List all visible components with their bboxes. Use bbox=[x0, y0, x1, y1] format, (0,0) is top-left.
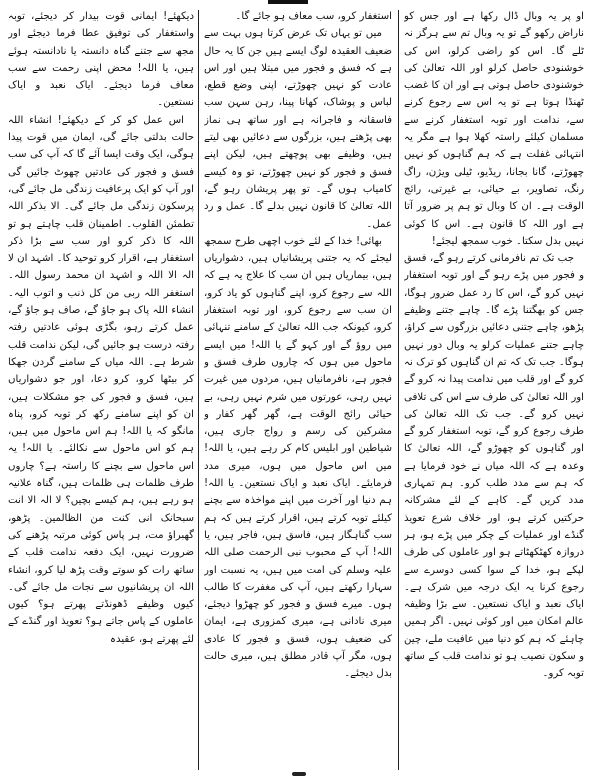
paragraph: او پر یہ وبال ڈال رکھا ہے اور جس کو ناراض رکھو گے تو یہ وبال تم سے ہرگز نہ ٹلے گا۔ اس کو راضی کرلو، اس کی خوشنودی حاصل کرلو اور اللہ تعالیٰ کی خوشنودی حاصل ہوتی ہے اور ان کا غضب ٹھنڈا ہوتا ہے تو یہ اس سے رجوع کرنے سے، ندامت اور توبہ استغفار کرنے سے مسلمان کیلئے راستہ کھلا ہوا ہے مگر یہ انتہائی غفلت ہے کہ ہم گناہوں کو نہیں چھوڑتے، گانا بجانا، ریڈیو، ٹیلی ویژن، راگ رنگ، تصاویر، بے حیائی، بے غیرتی، رائج الوقت ہے۔ ان کا وبال تو ہم پر ضرور آتا ہے اور اللہ کا قانون ہے۔ اس کا کوئی نہیں بدل سکتا۔ خوب سمجھ لیجئے! bbox=[404, 11, 584, 247]
header-rule bbox=[268, 0, 308, 4]
text-column-left bbox=[8, 8, 194, 770]
column-divider bbox=[198, 10, 199, 770]
column-divider bbox=[398, 10, 399, 770]
paragraph: میں تو یہاں تک عرض کرتا ہوں بہت سے ضعیف العقیدہ لوگ ایسے ہیں جن کا یہ حال ہے کہ فسق و فجور میں مبتلا ہیں اور اس عادت کو نہیں چھوڑتے، اپنی وضع قطع، لباس و پوشاک، کھانا پینا، رہن سہن سب فاسقانہ و فاجرانہ ہے اور ساتھ ہی نماز بھی پڑھتے ہیں، بزرگوں سے دعائیں بھی لیتے ہیں، وظیفے بھی پوچھتے ہیں، لیکن اپنے فسق و فجور کو نہیں چھوڑتے، تو وہ کیسے کامیاب ہوں گے۔ تو پھر پریشان رہو گے، اللہ تعالیٰ کا قانون نہیں بدلے گا۔ عمل و رد عمل۔ bbox=[204, 28, 392, 230]
paragraph: دیکھئے! ایمانی قوت بیدار کر دیجئے، توبہ واستغفار کی توفیق عطا فرما دیجئے اور مجھ سے جتنے گناہ دانستہ یا نادانستہ ہوئے ہیں، یا اللہ! محض اپنی رحمت سے سب معاف فرما دیجئے۔ ایاک نعبد و ایاک نستعین۔ bbox=[8, 11, 194, 109]
paragraph: جب تک تم نافرمانی کرتے رہو گے، فسق و فجور میں پڑے رہو گے اور توبہ استغفار نہیں کرو گے، اس کا رد عمل ضرور ہوگا، جس کو بھگتنا پڑے گا۔ چاہے جتنے وظیفے پڑھو، چاہے جتنی دعائیں بزرگوں سے کراؤ، چاہے جتنے عملیات کرلو یہ وبال دور نہیں ہوگا۔ جب تک کہ تم ان گناہوں کو ترک نہ کرو گے اور قلب میں ندامت پیدا نہ کرو گے اور اللہ تعالیٰ کی طرف سے اس کی تلافی نہیں کرو گے۔ جب تک اللہ تعالیٰ کی طرف رجوع کرو گے، توبہ استغفار کرو گے اور گناہوں کو چھوڑو گے، اللہ تعالیٰ کا وعدہ ہے کہ اللہ میاں نے خود فرمایا ہے کہ ہم سے مدد طلب کرو۔ ہم تمہاری مدد کریں گے۔ کاہے کے لئے مشرکانہ حرکتیں کرتے ہو، اور خلاف شرع تعویذ گنڈے اور عملیات کے چکر میں پڑے ہو، ہر دروازہ کھٹکھٹاتے ہو اور عاملوں کی طرف لپکے ہو، خدا کے سوا کسی دوسرے سے رجوع کرنا یہ ایک درجہ میں شرک ہے۔ ایاک نعبد و ایاک نستعین۔ سے بڑا وظیفہ عالم امکان میں اور کوئی نہیں۔ اگر ہمیں چاہئے کہ ہم کو دنیا میں عافیت ملے، چین و سکون نصیب ہو تو ندامت قلب کے ساتھ توبہ کرو۔ bbox=[404, 253, 584, 680]
paragraph: اس عمل کو کر کے دیکھئے! انشاء اللہ حالت بدلتی جائے گی، ایمان میں قوت پیدا ہوگی، ایک وقت ایسا آئے گا کہ آپ کی سب فسق و فجور کی عادتیں چھوٹ جائیں گی اور آپ کو ایک پرعافیت زندگی مل جائے گی، پرسکون زندگی مل جائے گی۔ الا بذکر اللہ تطمئن القلوب۔ اطمینان قلب چاہتے ہو تو اللہ کا ذکر کرو اور سب سے بڑا ذکر استغفار ہے، اقرار کرو توحید کا۔ اشہد ان لا الہ الا اللہ و اشہد ان محمد رسول اللہ۔ استغفر اللہ ربی من کل ذنب و اتوب الیہ۔ انشاء اللہ پاک ہو جاؤ گے، صاف ہو جاؤ گے، عمل کرتے رہو، بگڑی ہوئی عادتیں رفتہ رفتہ درست ہو جائیں گی، لیکن ندامت قلب شرط ہے۔ اللہ میاں کے سامنے گردن جھکا کر بیٹھا کرو، کرو دعا، اور جو دشواریاں ہیں، فسق و فجور کی جو مشکلات ہیں، ان کو اپنے سامنے رکھ کر توبہ کرو، پناہ مانگو کہ یا اللہ! ہم اس ماحول میں ہیں، ہم کو اس ماحول سے نکالئے۔ یا اللہ! یہ اس ماحول سے بچنے کا راستہ ہے؟ چاروں طرف ظلمات ہی ظلمات ہیں، گناہ علانیہ ہو رہے ہیں، ہم کیسے بچیں؟ لا الہ الا انت سبحانک انی کنت من الظالمین۔ پڑھو، گھبراؤ مت، ہر پاس کوئی مرتبہ پڑھنے کی ضرورت نہیں، ایک دفعہ ندامت قلب کے ساتھ رات کو سوتے وقت پڑھ لیا کرو، انشاء اللہ ان پریشانیوں سے نجات مل جائے گی۔ کیوں وظیفے ڈھونڈتے پھرتے ہو؟ کیوں عاملوں کے پاس جاتے ہو؟ تعویذ اور گنڈے کے لئے پھرتے ہو، عقیدہ bbox=[8, 114, 194, 645]
footer-mark bbox=[292, 772, 306, 776]
paragraph: بھائی! خدا کے لئے خوب اچھی طرح سمجھ لیجئے کہ یہ جتنی پریشانیاں ہیں، دشواریاں ہیں، بیماریاں ہیں ان سب کا علاج یہ ہے کہ اللہ سے رجوع کرو، اپنے گناہوں کو یاد کرو، ان سب سے رجوع کرو، اور توبہ استغفار کرو، کیونکہ جب اللہ تعالیٰ کے سامنے تنہائی میں روؤ گے اور کہو گے یا اللہ! میں ایسے ماحول میں ہوں کہ چاروں طرف فسق و فجور ہے، نافرمانیاں ہیں، مردوں میں غیرت نہیں رہی، عورتوں میں شرم نہیں رہی، بے حیائی رائج الوقت ہے، گھر گھر کفار و مشرکین کی رسم و رواج جاری ہیں، شیاطین اور ابلیس کام کر رہے ہیں، یا اللہ! میں اس ماحول میں ہوں، میری مدد فرمایئے۔ ایاک نعبد و ایاک نستعین۔ یا اللہ! ہم دنیا اور آخرت میں اپنے مواخذہ سے بچنے کیلئے توبہ کرتے ہیں، اقرار کرتے ہیں کہ ہم سب گناہگار ہیں، فاسق ہیں، فاجر ہیں، یا اللہ! آپ کے محبوب نبی الرحمت صلی اللہ علیہ وسلم کی امت میں ہیں، یہ نسبت اور سہارا رکھتے ہیں، آپ کی مغفرت کا طالب ہوں۔ میرے فسق و فجور کو چھڑوا دیجئے، میری نادانی ہے، میری کمزوری ہے، ایمان کی ضعیف ہوں، فسق و فجور کا عادی ہوں، مگر آپ قادر مطلق ہیں، میری حالت بدل دیجئے۔ bbox=[204, 235, 392, 680]
text-column-middle bbox=[204, 8, 392, 770]
paragraph: استغفار کرو، سب معاف ہو جائے گا۔ bbox=[235, 11, 392, 22]
text-column-right bbox=[404, 8, 584, 770]
